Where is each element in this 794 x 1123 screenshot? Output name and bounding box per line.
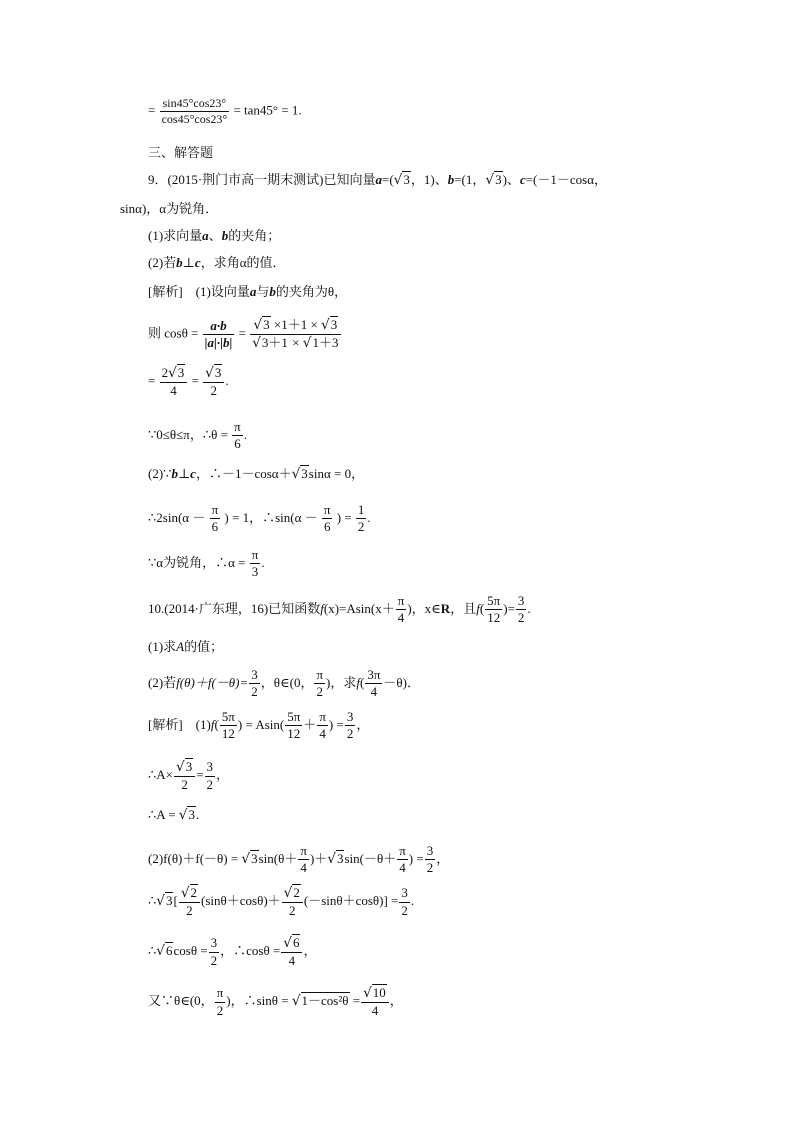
numerator: 5π (485, 594, 502, 610)
text: ⊥ (177, 466, 191, 481)
text: ，θ∈(0， (260, 674, 314, 690)
text: ， (356, 716, 370, 732)
fraction (322, 503, 333, 535)
text: = tan45° = 1. (233, 102, 302, 118)
radicand: 3 (214, 365, 222, 380)
denominator: √3＋1 × √1＋3 (252, 335, 339, 352)
text: －θ)． (383, 674, 420, 690)
fraction (397, 844, 408, 876)
denominator: 2 (210, 952, 218, 968)
fraction (361, 986, 389, 1018)
text: (1)求向量 (148, 228, 203, 243)
radicand: 3 (165, 893, 173, 909)
text: 、 (208, 228, 222, 243)
radicand: 10 (372, 985, 386, 1000)
fraction (425, 844, 436, 876)
fraction (396, 594, 407, 626)
text: sin(θ＋ (258, 850, 298, 866)
equation-line (148, 97, 302, 126)
denominator: 4 (300, 860, 307, 876)
fraction (314, 668, 325, 700)
text: =(1， (454, 172, 486, 187)
fraction (203, 366, 224, 398)
fraction (203, 319, 235, 351)
numerator: π (250, 548, 261, 564)
solution-9-line-7 (148, 548, 265, 580)
denominator: 2 (401, 902, 408, 918)
text: (2)∵ (148, 466, 172, 481)
text: )，求 (326, 674, 357, 690)
fraction (215, 986, 226, 1018)
text: . (410, 893, 415, 909)
text: 的值； (184, 639, 224, 654)
numerator: √3 ×1＋1 × √3 (250, 318, 341, 335)
denominator: 4 (288, 953, 296, 969)
sqrt: √3 (485, 172, 502, 188)
numerator: 1 (356, 503, 367, 519)
fraction (160, 97, 230, 126)
numerator: 3 (209, 936, 220, 952)
radicand: 2 (190, 885, 198, 900)
text: ，∴－1－cosα＋ (195, 466, 292, 481)
solution-10-line-1 (148, 710, 369, 742)
radicand: 3 (251, 850, 258, 866)
radicand: 6 (165, 943, 173, 959)
denominator: 2 (346, 726, 354, 742)
denominator: 2 (186, 903, 193, 919)
text: f (476, 600, 480, 616)
fraction (174, 760, 195, 792)
denominator: 4 (371, 1003, 379, 1019)
text: ，1)、 (410, 172, 448, 187)
numerator: 3 (425, 844, 436, 860)
text: )，x∈ (407, 600, 441, 616)
text: ， (389, 993, 403, 1009)
fraction (210, 503, 221, 535)
solution-10-line-7: 又∵θ∈(0， $\frac{\pi}{2}$ )，∴sinθ = √1－cos²θ = $\frac{√10}{4}$ ， (148, 985, 403, 1019)
fraction (356, 503, 367, 535)
numerator: 3 (249, 668, 260, 684)
numerator: √2 (282, 886, 303, 903)
text: )= (503, 600, 515, 616)
text: ( (360, 674, 365, 690)
text: ，求角α的值． (200, 255, 286, 270)
text: sin(－θ＋ (344, 850, 397, 866)
numerator: 3 (516, 594, 527, 610)
numerator: 3π (365, 668, 382, 684)
text: (2)若 (148, 674, 177, 690)
question-9-line-1 (148, 173, 607, 188)
question-9-part-2 (148, 256, 286, 269)
text: ∴ (148, 893, 157, 909)
denominator: 4 (170, 383, 177, 399)
radicand: 3 (263, 317, 270, 332)
denominator: 2 (206, 776, 214, 792)
text: ，∴cosθ = (220, 943, 281, 959)
text: ) = 1，∴sin(α － (224, 509, 318, 525)
vector-b: b (221, 228, 229, 243)
question-9-line-2: sinα)，α为锐角． (120, 201, 219, 216)
text: ) = (328, 716, 344, 732)
question-10-part-2 (148, 668, 420, 700)
denominator: 2 (210, 383, 217, 399)
radicand: 3 (177, 365, 185, 380)
denominator: 2 (181, 777, 188, 793)
text: = (148, 102, 156, 118)
text: ∴2sin(α － (148, 509, 206, 525)
numerator: 3 (399, 886, 410, 902)
text: sinα = 0， (308, 466, 365, 481)
denominator: 2 (517, 610, 525, 626)
text: f (210, 716, 215, 732)
vector-a: a (375, 172, 382, 187)
solution-9-line-4 (148, 420, 247, 452)
numerator: 3 (345, 710, 356, 726)
fraction (220, 710, 237, 742)
text: ∴ (148, 943, 157, 959)
fraction (399, 886, 410, 918)
text: 10.(2014·广东理，16)已知函数 (148, 600, 321, 616)
denominator: 12 (487, 610, 501, 626)
denominator: 3 (251, 564, 259, 580)
fraction (516, 594, 527, 626)
numerator: π (215, 986, 226, 1002)
text: . (261, 554, 265, 570)
numerator: √2 (179, 886, 200, 903)
denominator: 6 (234, 436, 241, 452)
vector-c: c (194, 255, 201, 270)
denominator: 4 (319, 726, 326, 742)
text: [解析] (1) (148, 716, 211, 732)
vector-c: c (190, 466, 196, 481)
denominator: 6 (323, 519, 331, 535)
fraction (281, 936, 302, 968)
radicand: 3 (330, 317, 338, 332)
text: = (238, 325, 246, 341)
text: ， (216, 767, 230, 783)
radicand: 2 (293, 885, 300, 900)
numerator: π (397, 844, 408, 860)
fraction (345, 710, 356, 742)
text: f(θ)＋f(－θ)= (176, 674, 249, 690)
text: ∴A× (148, 767, 173, 783)
text: =(－1－cosα， (525, 172, 608, 187)
numerator: π (322, 503, 333, 519)
section-heading: 三、解答题 (148, 145, 214, 160)
solution-9-line-6 (148, 503, 371, 535)
fraction (485, 594, 502, 626)
text: ) = (408, 850, 424, 866)
radicand: 3 (336, 850, 344, 866)
text: ＋ (303, 716, 317, 732)
text: . (367, 509, 371, 525)
text: (x)=Asin(x＋ (323, 600, 395, 616)
denominator: 2 (316, 684, 323, 700)
fraction (317, 710, 328, 742)
numerator: π (396, 594, 407, 610)
radicand: 3＋1 (261, 335, 288, 351)
vector-b: b (171, 466, 178, 481)
text: ， (436, 850, 450, 866)
radicand: 3 (188, 807, 195, 822)
solution-10-line-2 (148, 760, 229, 792)
numerator: √10 (361, 986, 389, 1003)
denominator: 12 (287, 726, 301, 742)
text: ∴A = (148, 807, 176, 822)
numerator: √3 (174, 760, 195, 777)
text: (2)f(θ)＋f(－θ) = (148, 850, 239, 866)
fraction (209, 936, 220, 968)
vector-a: a (249, 284, 257, 299)
text: × (292, 335, 300, 351)
solution-10-line-6: ∴√6cosθ = $\frac{3}{2}$ ，∴cosθ = $\frac{√6}{4}$ ， (148, 935, 317, 969)
text: (sinθ＋cosθ)＋ (201, 893, 281, 909)
denominator: 2 (216, 1002, 224, 1018)
solution-9-intro (148, 285, 347, 298)
solution-10-line-4: (2)f(θ)＋f(－θ) = √3sin(θ＋ $\frac{\pi}{4}$ )＋√3sin(－θ＋ $\frac{\pi}{4}$ ) = $\frac{3}{2}$ ， (148, 843, 450, 876)
text: )，∴sinθ = (226, 993, 289, 1009)
text: f (320, 600, 324, 616)
numerator: 5π (285, 710, 302, 726)
radicand: 3 (185, 759, 193, 774)
fraction (250, 318, 341, 351)
solution-9-line-5: (2)∵b⊥c，∴－1－cosα＋√3sinα = 0， (148, 466, 365, 482)
vector-c: c (519, 172, 526, 187)
radicand: 1－cos²θ (301, 993, 349, 1009)
solution-9-cos-line (148, 318, 342, 351)
vector-a: a (202, 228, 209, 243)
numerator: a·b (203, 319, 235, 335)
text: 的夹角为θ， (275, 284, 348, 299)
denominator: 2 (357, 519, 365, 535)
text: 的夹角； (228, 228, 281, 243)
text: . (225, 373, 229, 389)
fraction (250, 548, 261, 580)
numerator: π (298, 844, 309, 860)
text: ×1＋1 × (273, 317, 318, 332)
text: ⊥ (182, 255, 195, 270)
denominator: 4 (399, 860, 406, 876)
denominator: 2 (251, 684, 258, 700)
text: . (195, 807, 200, 822)
radicand: 6 (292, 935, 300, 950)
text: =( (382, 172, 394, 187)
text: R (440, 600, 451, 616)
text: 2 (161, 365, 169, 380)
text: ∵0≤θ≤π，∴θ = (148, 426, 228, 442)
text: [ (173, 893, 178, 909)
denominator: 4 (370, 684, 378, 700)
text: cosθ = (173, 943, 208, 959)
text: ) = Asin( (237, 716, 285, 732)
text: A (176, 639, 185, 654)
denominator: 6 (211, 519, 219, 535)
numerator: 3 (205, 760, 216, 776)
radicand: 1＋3 (312, 335, 339, 351)
denominator: 2 (289, 903, 296, 919)
numerator: sin45°cos23° (160, 97, 230, 112)
sqrt: √3 (393, 172, 410, 188)
fraction (365, 668, 382, 700)
fraction (232, 420, 243, 452)
radicand: 3 (301, 466, 308, 481)
text: ) = (336, 509, 352, 525)
solution-9-line-3 (148, 366, 229, 398)
text: = (196, 767, 204, 783)
question-10-line-1 (148, 594, 531, 626)
text: = (191, 373, 199, 389)
numerator: π (232, 420, 243, 436)
text: (2)若 (148, 255, 177, 270)
numerator: π (314, 668, 325, 684)
numerator: 2√3 (160, 366, 188, 383)
text: ( (214, 716, 219, 732)
numerator: π (210, 503, 221, 519)
text: . (243, 426, 247, 442)
numerator: 5π (220, 710, 237, 726)
text: ( (479, 600, 485, 616)
text: 9．(2015·荆门市高一期末测试)已知向量 (148, 172, 376, 187)
fraction (298, 844, 309, 876)
vector-b: b (176, 255, 183, 270)
text: )、 (502, 172, 520, 187)
text: f (356, 674, 360, 690)
denominator: 4 (397, 610, 405, 626)
denominator: cos45°cos23° (161, 112, 228, 127)
text: 又∵θ∈(0， (148, 993, 214, 1009)
denominator: 2 (426, 860, 434, 876)
fraction (160, 366, 188, 398)
numerator: π (317, 710, 328, 726)
text: = (148, 373, 156, 389)
text: ， (303, 943, 317, 959)
text: ∵α为锐角，∴α = (148, 554, 246, 570)
numerator: √6 (281, 936, 302, 953)
denominator: |a|·|b| (204, 335, 233, 351)
solution-10-line-3: ∴A = √3. (148, 807, 200, 823)
fraction (249, 668, 260, 700)
fraction (285, 710, 302, 742)
text: = (352, 993, 361, 1009)
text: ，且 (450, 600, 477, 616)
text: [解析] (1)设向量 (148, 284, 250, 299)
text: 与 (256, 284, 270, 299)
question-10-part-1 (148, 640, 223, 653)
text: 则 cosθ = (148, 325, 199, 341)
solution-10-line-5: ∴√3[ $\frac{√2}{2}$ (sinθ＋cosθ)＋ $\frac{√2}{2}$ (－sinθ＋cosθ)] = $\frac{3}{2}$ . (148, 885, 415, 919)
fraction (282, 886, 303, 918)
fraction (179, 886, 200, 918)
text: (－sinθ＋cosθ)] = (303, 893, 399, 909)
numerator: √3 (203, 366, 224, 383)
text: . (527, 600, 531, 616)
denominator: 12 (221, 726, 235, 742)
fraction (205, 760, 216, 792)
question-9-part-1 (148, 229, 280, 242)
vector-b: b (447, 172, 455, 187)
text: )＋ (309, 850, 328, 866)
text: (1)求 (148, 639, 177, 654)
radicand: 3 (403, 172, 410, 187)
vector-b: b (269, 284, 276, 299)
radicand: 3 (495, 172, 502, 187)
